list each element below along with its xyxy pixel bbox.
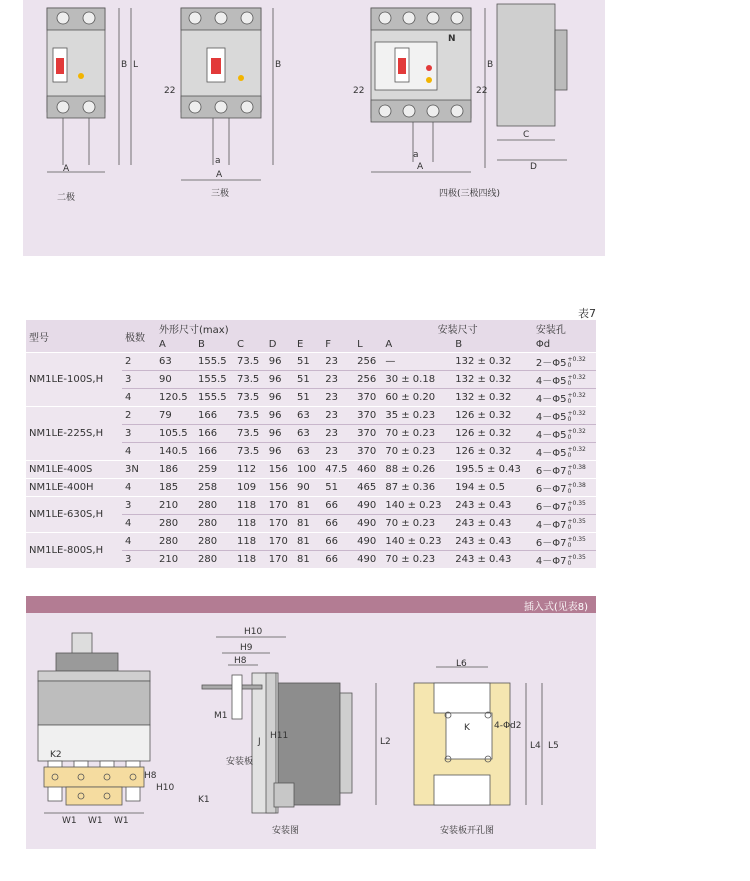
hole-spec: 6－Φ7	[535, 538, 567, 549]
cell-ia: 140 ± 0.23	[382, 533, 452, 551]
cell-hole	[533, 551, 596, 569]
insert-title: 插入式(见表8)	[523, 602, 588, 613]
hole-spec: 4－Φ5	[535, 376, 567, 387]
cell-ia: —	[382, 353, 452, 371]
tolerance-lower: 0	[567, 470, 572, 477]
hole-spec: 6－Φ7	[535, 502, 567, 513]
cell-ia: 60 ± 0.20	[382, 389, 452, 407]
hole-spec: 4－Φ5	[535, 412, 567, 423]
insert-drawings-svg	[26, 613, 596, 849]
cell-b: 155.5	[195, 353, 234, 371]
dim-H10-left: H10	[156, 783, 175, 793]
cell-a: 90	[156, 371, 195, 389]
dim-W1-b: W1	[88, 816, 103, 826]
cell-ib: 132 ± 0.32	[452, 353, 533, 371]
cell-f: 66	[322, 515, 354, 533]
header-outline: 外形尺寸(max)	[156, 320, 382, 336]
cell-c: 73.5	[234, 371, 266, 389]
tolerance-lower: 0	[567, 560, 572, 567]
cell-l: 370	[354, 407, 382, 425]
caption-two-pole: 二极	[57, 193, 76, 203]
cell-c: 118	[234, 497, 266, 515]
dim-B-three-pole: B	[275, 60, 282, 70]
subheader-D: D	[266, 336, 294, 353]
dim-W1-c: W1	[114, 816, 129, 826]
cell-ib: 126 ± 0.32	[452, 407, 533, 425]
cell-ia: 88 ± 0.26	[382, 461, 452, 479]
cell-model: NM1LE-400H	[26, 479, 122, 497]
dim-a-four-pole: a	[413, 150, 419, 160]
tolerance-lower: 0	[567, 380, 572, 387]
tolerance-upper: +0.32	[567, 428, 586, 435]
cell-b: 259	[195, 461, 234, 479]
cell-a: 210	[156, 551, 195, 569]
dim-K1: K1	[198, 795, 210, 805]
hole-spec: 4－Φ5	[535, 448, 567, 459]
dim-J: J	[258, 737, 261, 747]
cell-d: 156	[266, 461, 294, 479]
header-hole: 安装孔	[533, 320, 596, 336]
subheader-C: C	[234, 336, 266, 353]
cell-a: 210	[156, 497, 195, 515]
table-body	[26, 353, 596, 569]
cell-d: 170	[266, 515, 294, 533]
cell-model: NM1LE-800S,H	[26, 533, 122, 569]
tolerance-upper: +0.35	[567, 518, 586, 525]
caption-cutout: 安装板开孔图	[440, 826, 495, 836]
cell-hole	[533, 479, 596, 497]
cell-model: NM1LE-100S,H	[26, 353, 122, 407]
cell-poles: 3	[122, 551, 156, 569]
cell-ib: 126 ± 0.32	[452, 425, 533, 443]
insert-cutout-drawing	[414, 667, 542, 805]
cell-poles: 3	[122, 497, 156, 515]
dim-W1-a: W1	[62, 816, 77, 826]
table-row	[26, 497, 596, 515]
cell-c: 73.5	[234, 389, 266, 407]
cell-hole	[533, 353, 596, 371]
hole-spec: 4－Φ7	[535, 520, 567, 531]
cell-poles: 4	[122, 479, 156, 497]
two-pole-drawing	[47, 8, 131, 172]
tolerance-upper: +0.35	[567, 500, 586, 507]
subheader-L: L	[354, 336, 382, 353]
subheader-E: E	[294, 336, 322, 353]
cell-l: 490	[354, 497, 382, 515]
insert-side-drawing	[202, 637, 376, 813]
cell-d: 170	[266, 533, 294, 551]
cell-l: 256	[354, 371, 382, 389]
cell-poles: 4	[122, 515, 156, 533]
cell-e: 63	[294, 425, 322, 443]
tolerance-upper: +0.32	[567, 356, 586, 363]
cell-hole	[533, 425, 596, 443]
subheader-install-B: B	[452, 336, 533, 353]
cell-f: 47.5	[322, 461, 354, 479]
cell-f: 23	[322, 389, 354, 407]
dim-L6: L6	[456, 659, 467, 669]
cell-ib: 243 ± 0.43	[452, 533, 533, 551]
cell-a: 120.5	[156, 389, 195, 407]
dim-D: D	[530, 162, 537, 172]
tolerance-upper: +0.32	[567, 374, 586, 381]
dim-22-right: 22	[476, 86, 488, 96]
side-view-drawing	[497, 4, 567, 160]
tolerance-lower: 0	[567, 434, 572, 441]
dim-22-three-pole: 22	[164, 86, 176, 96]
tolerance-lower: 0	[567, 488, 572, 495]
cell-e: 63	[294, 407, 322, 425]
three-pole-drawing	[181, 8, 273, 180]
dim-H9-mid: H9	[240, 643, 253, 653]
cell-f: 23	[322, 371, 354, 389]
dim-H8-left: H8	[144, 771, 157, 781]
tolerance-upper: +0.35	[567, 554, 586, 561]
cell-f: 23	[322, 425, 354, 443]
tolerance-upper: +0.38	[567, 464, 586, 471]
hole-spec: 4－Φ5	[535, 394, 567, 405]
cell-model: NM1LE-400S	[26, 461, 122, 479]
tolerance-upper: +0.32	[567, 446, 586, 453]
cell-l: 490	[354, 533, 382, 551]
dim-C: C	[523, 130, 530, 140]
cell-ib: 195.5 ± 0.43	[452, 461, 533, 479]
cell-a: 79	[156, 407, 195, 425]
tolerance-lower: 0	[567, 416, 572, 423]
hole-spec: 4－Φ7	[535, 556, 567, 567]
cell-e: 81	[294, 551, 322, 569]
dim-K2: K2	[50, 750, 62, 760]
dim-M1: M1	[214, 711, 228, 721]
cell-b: 155.5	[195, 389, 234, 407]
cell-ia: 70 ± 0.23	[382, 425, 452, 443]
cell-ia: 35 ± 0.23	[382, 407, 452, 425]
subheader-B: B	[195, 336, 234, 353]
table-row	[26, 461, 596, 479]
cell-f: 66	[322, 533, 354, 551]
label-N: N	[448, 34, 456, 44]
dim-L5: L5	[548, 741, 559, 751]
tolerance-lower: 0	[567, 362, 572, 369]
dim-L-two-pole: L	[133, 60, 139, 70]
cell-a: 280	[156, 515, 195, 533]
cell-c: 73.5	[234, 353, 266, 371]
dim-A-two-pole: A	[63, 164, 70, 174]
cell-poles: 4	[122, 533, 156, 551]
hole-spec: 6－Φ7	[535, 466, 567, 477]
cell-c: 73.5	[234, 425, 266, 443]
dim-B-four-pole: B	[487, 60, 494, 70]
cell-hole	[533, 497, 596, 515]
cell-poles: 3	[122, 425, 156, 443]
cell-e: 51	[294, 353, 322, 371]
cell-hole	[533, 443, 596, 461]
tolerance-upper: +0.38	[567, 482, 586, 489]
cell-ib: 243 ± 0.43	[452, 515, 533, 533]
cell-c: 118	[234, 551, 266, 569]
cell-f: 23	[322, 353, 354, 371]
cell-l: 465	[354, 479, 382, 497]
cell-d: 170	[266, 551, 294, 569]
cell-poles: 3N	[122, 461, 156, 479]
cell-e: 81	[294, 515, 322, 533]
subheader-hole-d: Φd	[533, 336, 596, 353]
table-row	[26, 533, 596, 551]
cell-l: 256	[354, 353, 382, 371]
dim-B-two-pole: B	[121, 60, 128, 70]
table-note: 表7	[578, 307, 596, 320]
cell-f: 66	[322, 497, 354, 515]
cell-b: 155.5	[195, 371, 234, 389]
table-row	[26, 407, 596, 425]
subheader-F: F	[322, 336, 354, 353]
dim-L2: L2	[380, 737, 391, 747]
cell-f: 23	[322, 443, 354, 461]
cell-poles: 4	[122, 443, 156, 461]
cell-hole	[533, 461, 596, 479]
cell-model: NM1LE-630S,H	[26, 497, 122, 533]
insert-header-bar	[26, 596, 596, 613]
cell-b: 280	[195, 533, 234, 551]
caption-three-pole: 三极	[211, 189, 230, 199]
cell-ia: 30 ± 0.18	[382, 371, 452, 389]
cell-l: 370	[354, 389, 382, 407]
cell-poles: 2	[122, 353, 156, 371]
cell-ib: 126 ± 0.32	[452, 443, 533, 461]
dim-H10-mid: H10	[244, 627, 263, 637]
cell-model: NM1LE-225S,H	[26, 407, 122, 461]
subheader-A: A	[156, 336, 195, 353]
cell-d: 96	[266, 353, 294, 371]
cell-l: 490	[354, 515, 382, 533]
dim-K: K	[464, 723, 470, 733]
header-model: 型号	[26, 320, 122, 353]
cell-ia: 140 ± 0.23	[382, 497, 452, 515]
dimension-table	[26, 320, 596, 568]
cell-poles: 3	[122, 371, 156, 389]
cell-e: 81	[294, 497, 322, 515]
cell-e: 51	[294, 389, 322, 407]
tolerance-lower: 0	[567, 506, 572, 513]
hole-spec: 4－Φ5	[535, 430, 567, 441]
cell-e: 63	[294, 443, 322, 461]
cell-ib: 132 ± 0.32	[452, 371, 533, 389]
cell-poles: 2	[122, 407, 156, 425]
cell-ib: 194 ± 0.5	[452, 479, 533, 497]
cell-l: 490	[354, 551, 382, 569]
dim-22-four-pole: 22	[353, 86, 365, 96]
outline-drawings-svg	[23, 0, 605, 256]
dim-a-three-pole: a	[215, 156, 221, 166]
cell-hole	[533, 389, 596, 407]
tolerance-lower: 0	[567, 398, 572, 405]
cell-d: 96	[266, 371, 294, 389]
cell-ia: 70 ± 0.23	[382, 551, 452, 569]
tolerance-lower: 0	[567, 524, 572, 531]
cell-b: 280	[195, 551, 234, 569]
cell-c: 118	[234, 533, 266, 551]
dim-H8-mid: H8	[234, 656, 247, 666]
cell-d: 96	[266, 443, 294, 461]
cell-a: 185	[156, 479, 195, 497]
cell-hole	[533, 407, 596, 425]
cell-ib: 132 ± 0.32	[452, 389, 533, 407]
cell-c: 118	[234, 515, 266, 533]
tolerance-upper: +0.32	[567, 392, 586, 399]
cell-e: 100	[294, 461, 322, 479]
cell-a: 105.5	[156, 425, 195, 443]
tolerance-lower: 0	[567, 452, 572, 459]
table-row	[26, 479, 596, 497]
cell-d: 96	[266, 389, 294, 407]
cell-a: 140.5	[156, 443, 195, 461]
cell-e: 90	[294, 479, 322, 497]
cell-e: 51	[294, 371, 322, 389]
subheader-install-A: A	[382, 336, 452, 353]
hole-spec: 6－Φ7	[535, 484, 567, 495]
cell-a: 63	[156, 353, 195, 371]
cell-b: 166	[195, 443, 234, 461]
cell-f: 51	[322, 479, 354, 497]
caption-four-pole: 四极(三极四线)	[439, 189, 501, 199]
cell-b: 280	[195, 515, 234, 533]
cell-l: 370	[354, 425, 382, 443]
cell-b: 280	[195, 497, 234, 515]
cell-c: 109	[234, 479, 266, 497]
cell-a: 186	[156, 461, 195, 479]
hole-spec: 2－Φ5	[535, 358, 567, 369]
insert-drawings-panel	[26, 613, 596, 849]
outline-drawings-panel	[23, 0, 605, 256]
cell-d: 96	[266, 425, 294, 443]
cell-l: 370	[354, 443, 382, 461]
cell-b: 258	[195, 479, 234, 497]
cell-d: 170	[266, 497, 294, 515]
dim-4-d2: 4-Φd2	[494, 721, 522, 731]
cell-b: 166	[195, 425, 234, 443]
cell-a: 280	[156, 533, 195, 551]
cell-ia: 87 ± 0.36	[382, 479, 452, 497]
four-pole-drawing	[371, 8, 488, 172]
cell-d: 156	[266, 479, 294, 497]
header-install: 安装尺寸	[382, 320, 533, 336]
dim-H11: H11	[270, 731, 289, 741]
label-mounting-plate: 安装板	[226, 757, 254, 767]
cell-poles: 4	[122, 389, 156, 407]
tolerance-upper: +0.32	[567, 410, 586, 417]
cell-ia: 70 ± 0.23	[382, 443, 452, 461]
cell-c: 73.5	[234, 443, 266, 461]
cell-ib: 243 ± 0.43	[452, 497, 533, 515]
cell-hole	[533, 371, 596, 389]
tolerance-lower: 0	[567, 542, 572, 549]
insert-front-drawing	[38, 633, 150, 813]
dim-A-three-pole: A	[216, 170, 223, 180]
cell-hole	[533, 515, 596, 533]
cell-f: 66	[322, 551, 354, 569]
caption-mounting: 安装图	[272, 826, 300, 836]
cell-b: 166	[195, 407, 234, 425]
cell-c: 73.5	[234, 407, 266, 425]
table-row	[26, 353, 596, 371]
tolerance-upper: +0.35	[567, 536, 586, 543]
dim-L4: L4	[530, 741, 541, 751]
cell-f: 23	[322, 407, 354, 425]
cell-ib: 243 ± 0.43	[452, 551, 533, 569]
cell-hole	[533, 533, 596, 551]
header-poles: 极数	[122, 320, 156, 353]
cell-e: 81	[294, 533, 322, 551]
cell-c: 112	[234, 461, 266, 479]
dim-A-four-pole: A	[417, 162, 424, 172]
cell-d: 96	[266, 407, 294, 425]
cell-ia: 70 ± 0.23	[382, 515, 452, 533]
cell-l: 460	[354, 461, 382, 479]
